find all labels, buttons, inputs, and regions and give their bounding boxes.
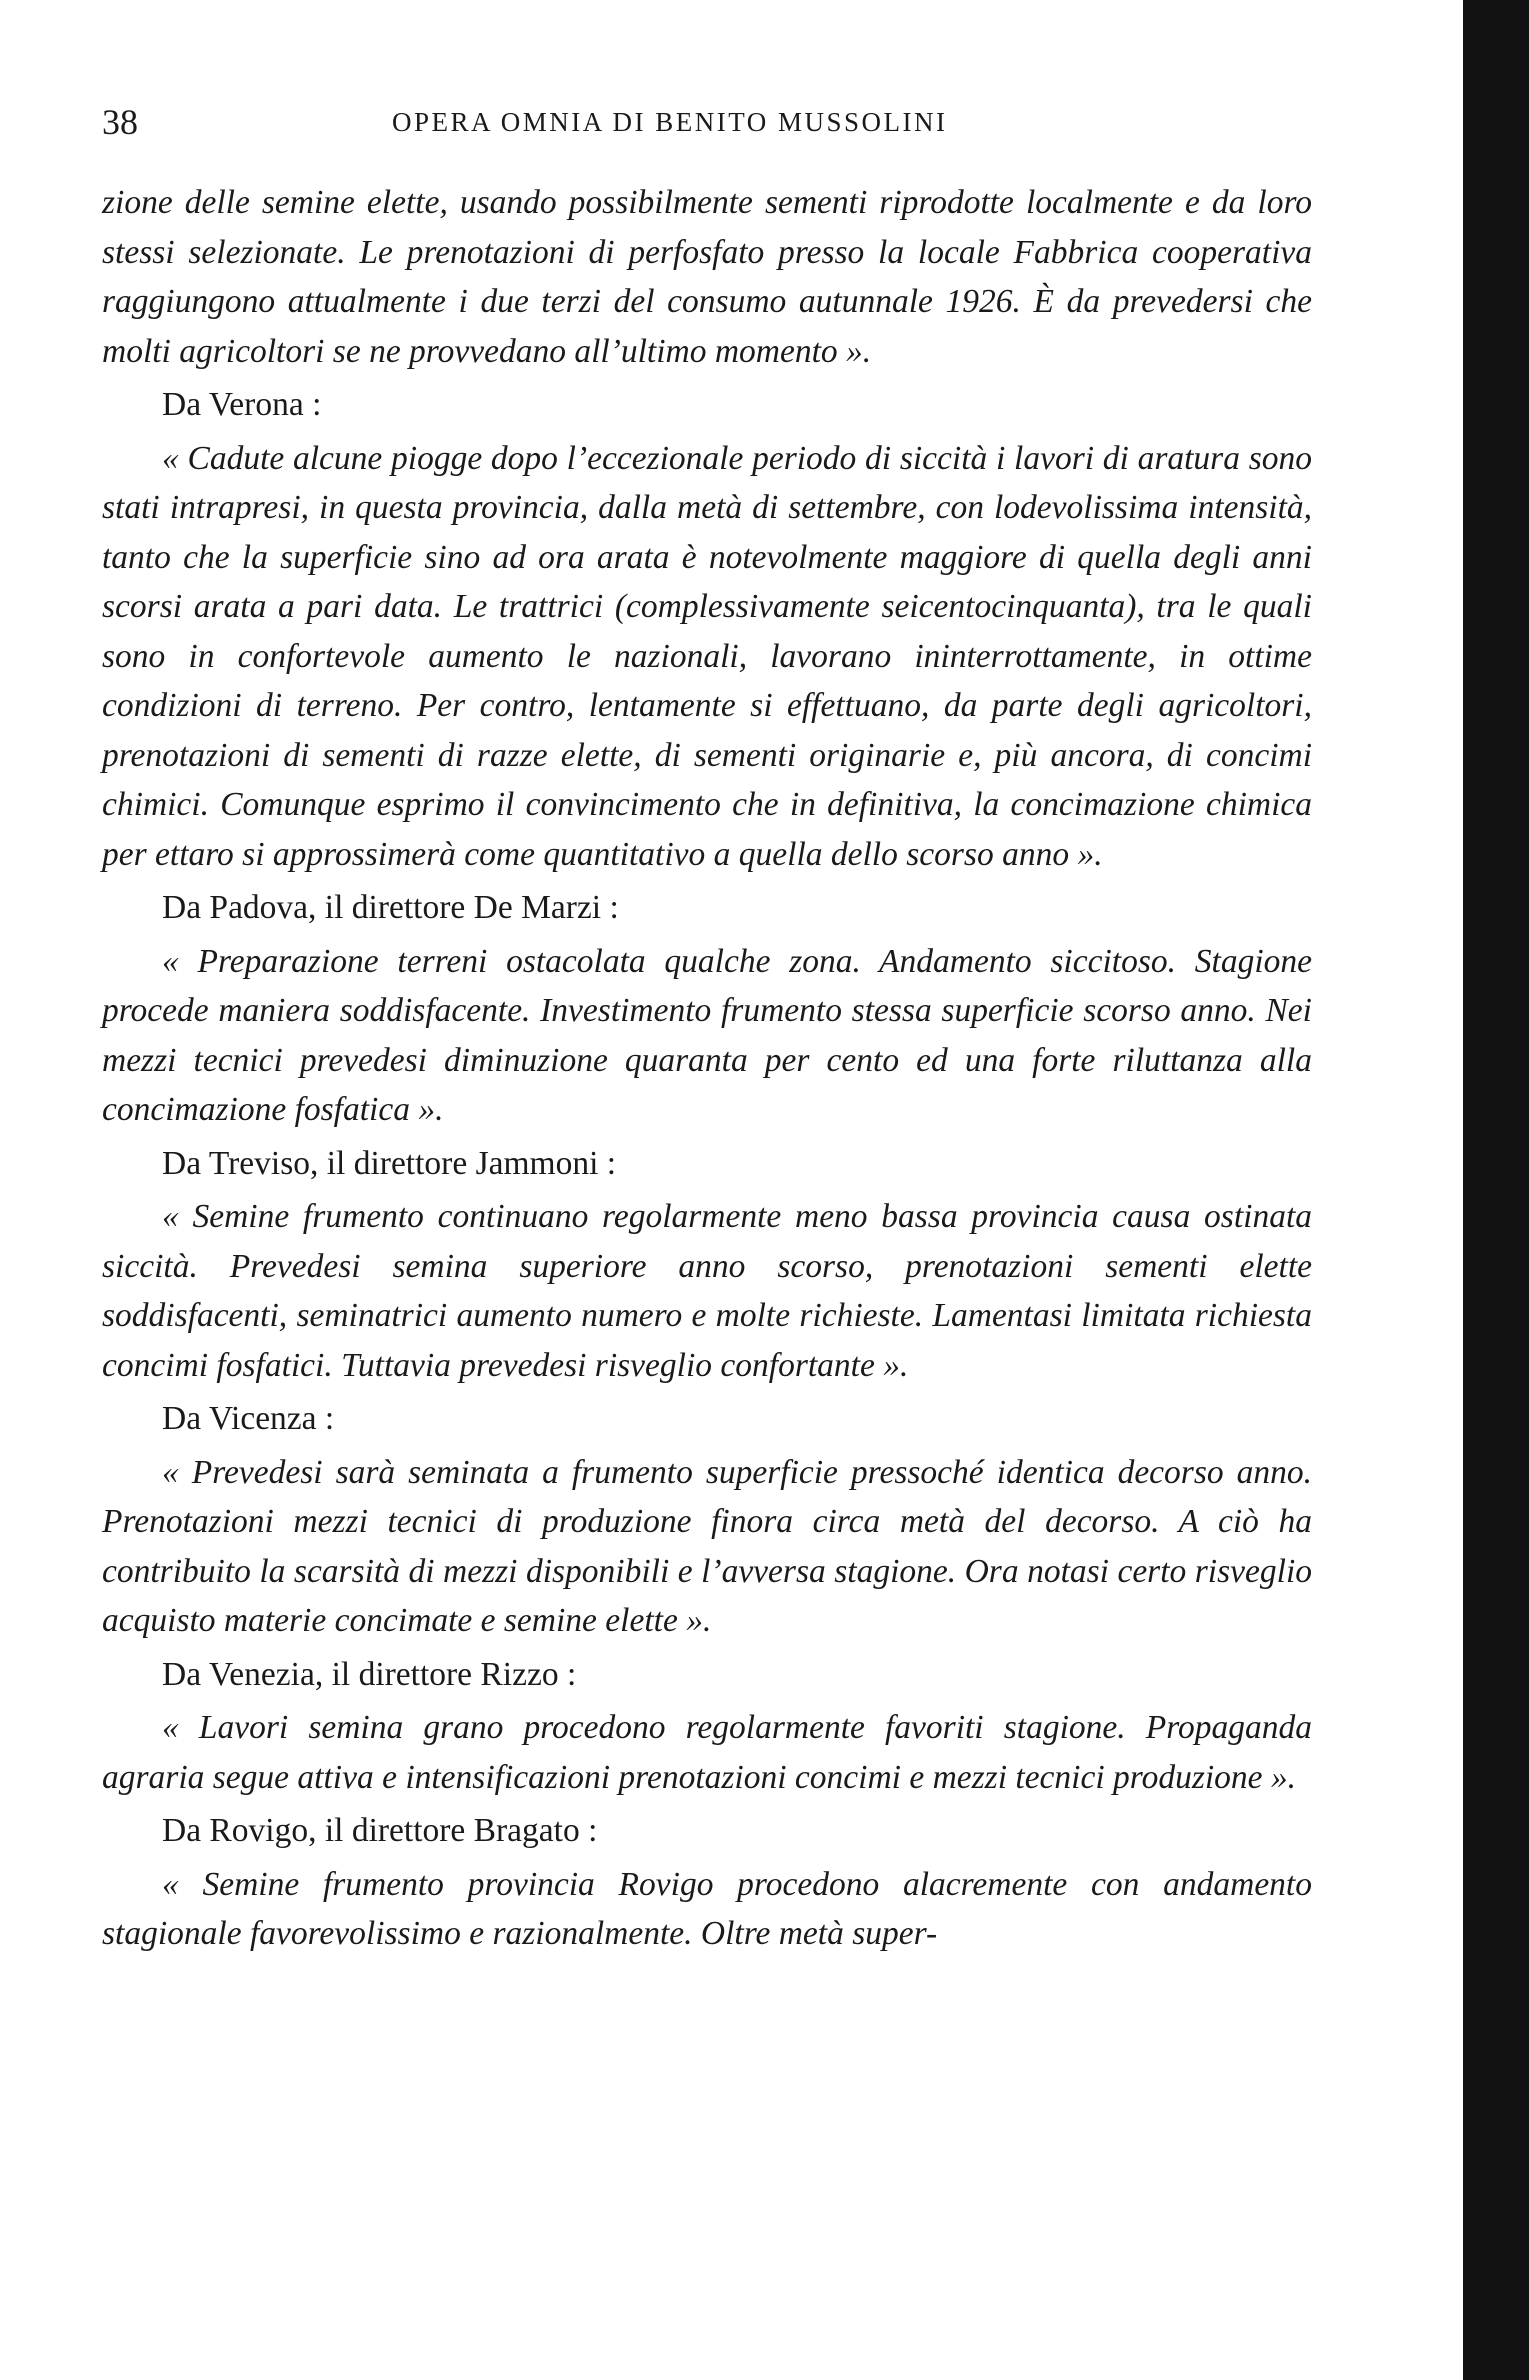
quote-paragraph: zione delle semine elette, usando possibilmente sementi riprodotte localmente e da loro stessi selezionate. Le prenotazioni di perfosfato presso la locale Fabbrica cooperativa raggiungono attualmente i due terzi del consumo autunnale 1926. È da prevedersi che molti agricoltori se ne provvedano all’ultimo momento ». (102, 184, 1312, 370)
source-intro: Da Rovigo, il direttore Bragato : (162, 1812, 598, 1849)
scan-border (1463, 0, 1529, 2380)
quote-paragraph: « Cadute alcune piogge dopo l’eccezionale periodo di siccità i lavori di aratura sono stati intrapresi, in questa provincia, dalla metà di settembre, con lodevolissima intensità, tanto che la superficie sino ad ora arata è notevolmente maggiore di quella degli anni scorsi arata a pari data. Le trattrici (complessivamente seicentocinquanta), tra le quali sono in confortevole aumento le nazionali, lavorano ininterrottamente, in ottime condizioni di terreno. Per contro, lentamente si effettuano, da parte degli agricoltori, prenotazioni di sementi di razze elette, di sementi originarie e, più ancora, di concimi chimici. Comunque esprimo il convincimento che in definitiva, la concimazione chimica per ettaro si approssimerà come quantitativo a quella dello scorso anno ». (102, 439, 1312, 873)
running-head: OPERA OMNIA DI BENITO MUSSOLINI (392, 107, 948, 137)
source-intro: Da Treviso, il direttore Jammoni : (162, 1144, 617, 1182)
quote-paragraph: « Preparazione terreni ostacolata qualche zona. Andamento siccitoso. Stagione procede maniera soddisfacente. Investimento frumento stessa superficie scorso anno. Nei mezzi tecnici prevedesi diminuzione quaranta per cento ed una forte riluttanza alla concimazione fosfatica ». (102, 942, 1312, 1128)
page-header (102, 92, 1312, 152)
quote-paragraph: « Semine frumento continuano regolarmente meno bassa provincia causa ostinata siccità. Prevedesi semina superiore anno scorso, prenotazioni sementi elette soddisfacenti, seminatrici aumento numero e molte richieste. Lamentasi limitata richiesta concimi fosfatici. Tuttavia prevedesi risveglio confortante ». (102, 1198, 1312, 1384)
source-intro: Da Vicenza : (162, 1400, 335, 1437)
quote-paragraph: « Lavori semina grano procedono regolarmente favoriti stagione. Propaganda agraria segue attiva e intensificazioni prenotazioni concimi e mezzi tecnici produzione ». (102, 1709, 1312, 1796)
page-number: 38 (102, 102, 138, 142)
quote-paragraph: « Semine frumento provincia Rovigo procedono alacremente con andamento stagionale favorevolissimo e razionalmente. Oltre metà super- (102, 1865, 1312, 1952)
book-page (102, 92, 1312, 1959)
source-intro: Da Padova, il direttore De Marzi : (162, 889, 619, 926)
source-intro: Da Verona : (162, 386, 322, 423)
quote-paragraph: « Prevedesi sarà seminata a frumento superficie pressoché identica decorso anno. Prenotazioni mezzi tecnici di produzione finora circa metà del decorso. A ciò ha contribuito la scarsità di mezzi disponibili e l’avversa stagione. Ora notasi certo risveglio acquisto materie concimate e semine elette ». (102, 1453, 1312, 1639)
page-body (102, 178, 1312, 1959)
source-intro: Da Venezia, il direttore Rizzo : (162, 1655, 577, 1693)
